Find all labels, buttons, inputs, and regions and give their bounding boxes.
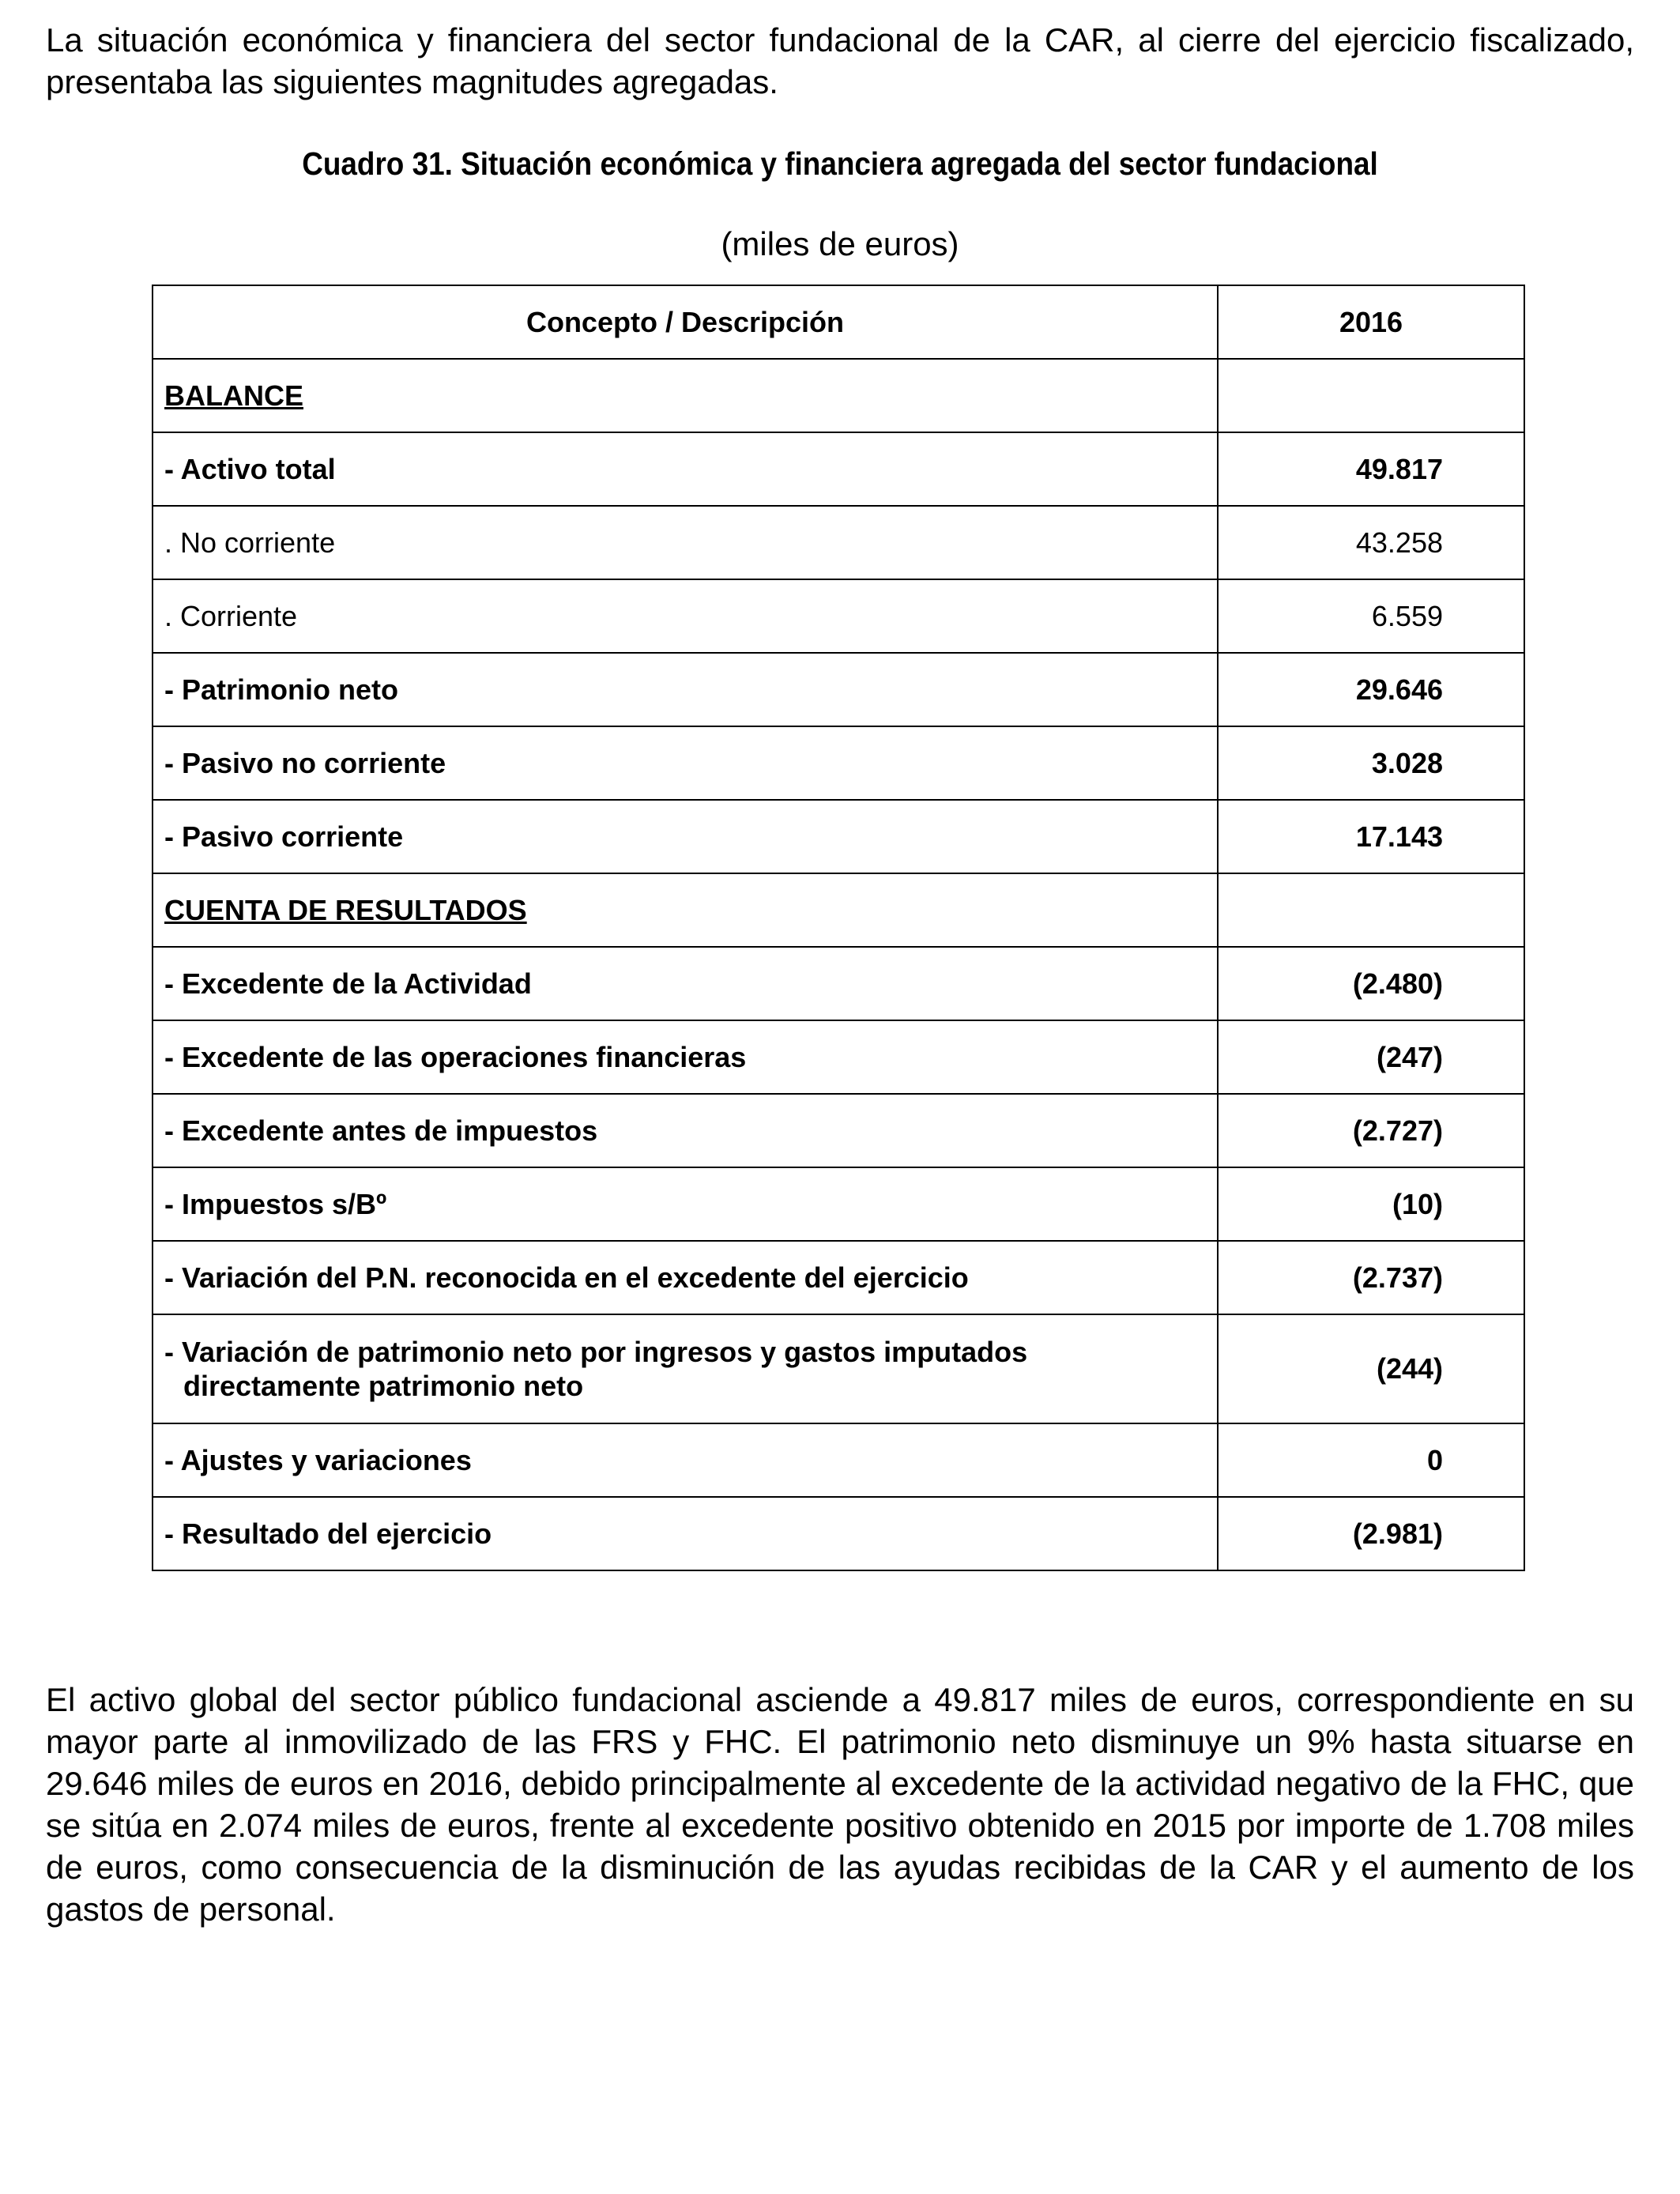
table-row <box>153 800 1524 873</box>
table-row <box>153 359 1524 432</box>
table-row <box>153 1314 1524 1423</box>
row-label: - Resultado del ejercicio <box>153 1497 1218 1570</box>
row-value: (2.981) <box>1218 1497 1524 1570</box>
table-row <box>153 1020 1524 1094</box>
table-row <box>153 1241 1524 1314</box>
row-label: . Corriente <box>153 579 1218 653</box>
row-label: - Pasivo no corriente <box>153 726 1218 800</box>
row-value: (10) <box>1218 1167 1524 1241</box>
closing-paragraph: El activo global del sector público fundacional asciende a 49.817 miles de euros, correspondiente en su mayor parte al inmovilizado de las FRS y FHC. El patrimonio neto disminuye un 9% hasta situarse en 29.646 miles de euros en 2016, debido principalmente al excedente de la actividad negativo de la FHC, que se sitúa en 2.074 miles de euros, frente al excedente positivo obtenido en 2015 por importe de 1.708 miles de euros, como consecuencia de la disminución de las ayudas recibidas de la CAR y el aumento de los gastos de personal. <box>46 1681 1634 1928</box>
table-row <box>153 1423 1524 1497</box>
row-value: (2.737) <box>1218 1241 1524 1314</box>
table-row <box>153 506 1524 579</box>
row-value: 17.143 <box>1218 800 1524 873</box>
table-row <box>153 873 1524 947</box>
table-row <box>153 947 1524 1020</box>
row-value: (247) <box>1218 1020 1524 1094</box>
row-label: - Patrimonio neto <box>153 653 1218 726</box>
row-label: - Variación de patrimonio neto por ingresos y gastos imputados directamente patrimonio neto <box>164 1336 1028 1402</box>
row-label: CUENTA DE RESULTADOS <box>153 873 1218 947</box>
row-value: (244) <box>1218 1314 1524 1423</box>
table-row <box>153 653 1524 726</box>
financial-table <box>152 285 1525 1571</box>
row-value: 6.559 <box>1218 579 1524 653</box>
row-value: (2.727) <box>1218 1094 1524 1167</box>
row-value: 0 <box>1218 1423 1524 1497</box>
row-value: 43.258 <box>1218 506 1524 579</box>
table-units: (miles de euros) <box>721 225 959 262</box>
row-label: - Pasivo corriente <box>153 800 1218 873</box>
table-row <box>153 432 1524 506</box>
table-header-row <box>153 285 1524 359</box>
row-label: - Impuestos s/Bº <box>153 1167 1218 1241</box>
row-value: (2.480) <box>1218 947 1524 1020</box>
row-label-cell <box>153 1314 1218 1423</box>
row-value <box>1218 873 1524 947</box>
table-row <box>153 1497 1524 1570</box>
table-row <box>153 726 1524 800</box>
intro-paragraph: La situación económica y financiera del sector fundacional de la CAR, al cierre del ejercicio fiscalizado, presentaba las siguientes magnitudes agregadas. <box>46 21 1634 100</box>
row-label: . No corriente <box>153 506 1218 579</box>
table-row <box>153 1094 1524 1167</box>
row-value: 49.817 <box>1218 432 1524 506</box>
row-label: BALANCE <box>153 359 1218 432</box>
row-value: 29.646 <box>1218 653 1524 726</box>
row-value: 3.028 <box>1218 726 1524 800</box>
row-label: - Excedente de las operaciones financieras <box>153 1020 1218 1094</box>
table-title: Cuadro 31. Situación económica y financiera agregada del sector fundacional <box>302 145 1378 182</box>
row-label: - Activo total <box>153 432 1218 506</box>
table-row <box>153 579 1524 653</box>
row-label: - Ajustes y variaciones <box>153 1423 1218 1497</box>
row-label: - Variación del P.N. reconocida en el excedente del ejercicio <box>153 1241 1218 1314</box>
row-value <box>1218 359 1524 432</box>
header-concept: Concepto / Descripción <box>153 285 1218 359</box>
row-label: - Excedente antes de impuestos <box>153 1094 1218 1167</box>
row-label: - Excedente de la Actividad <box>153 947 1218 1020</box>
table-row <box>153 1167 1524 1241</box>
header-year: 2016 <box>1218 285 1524 359</box>
